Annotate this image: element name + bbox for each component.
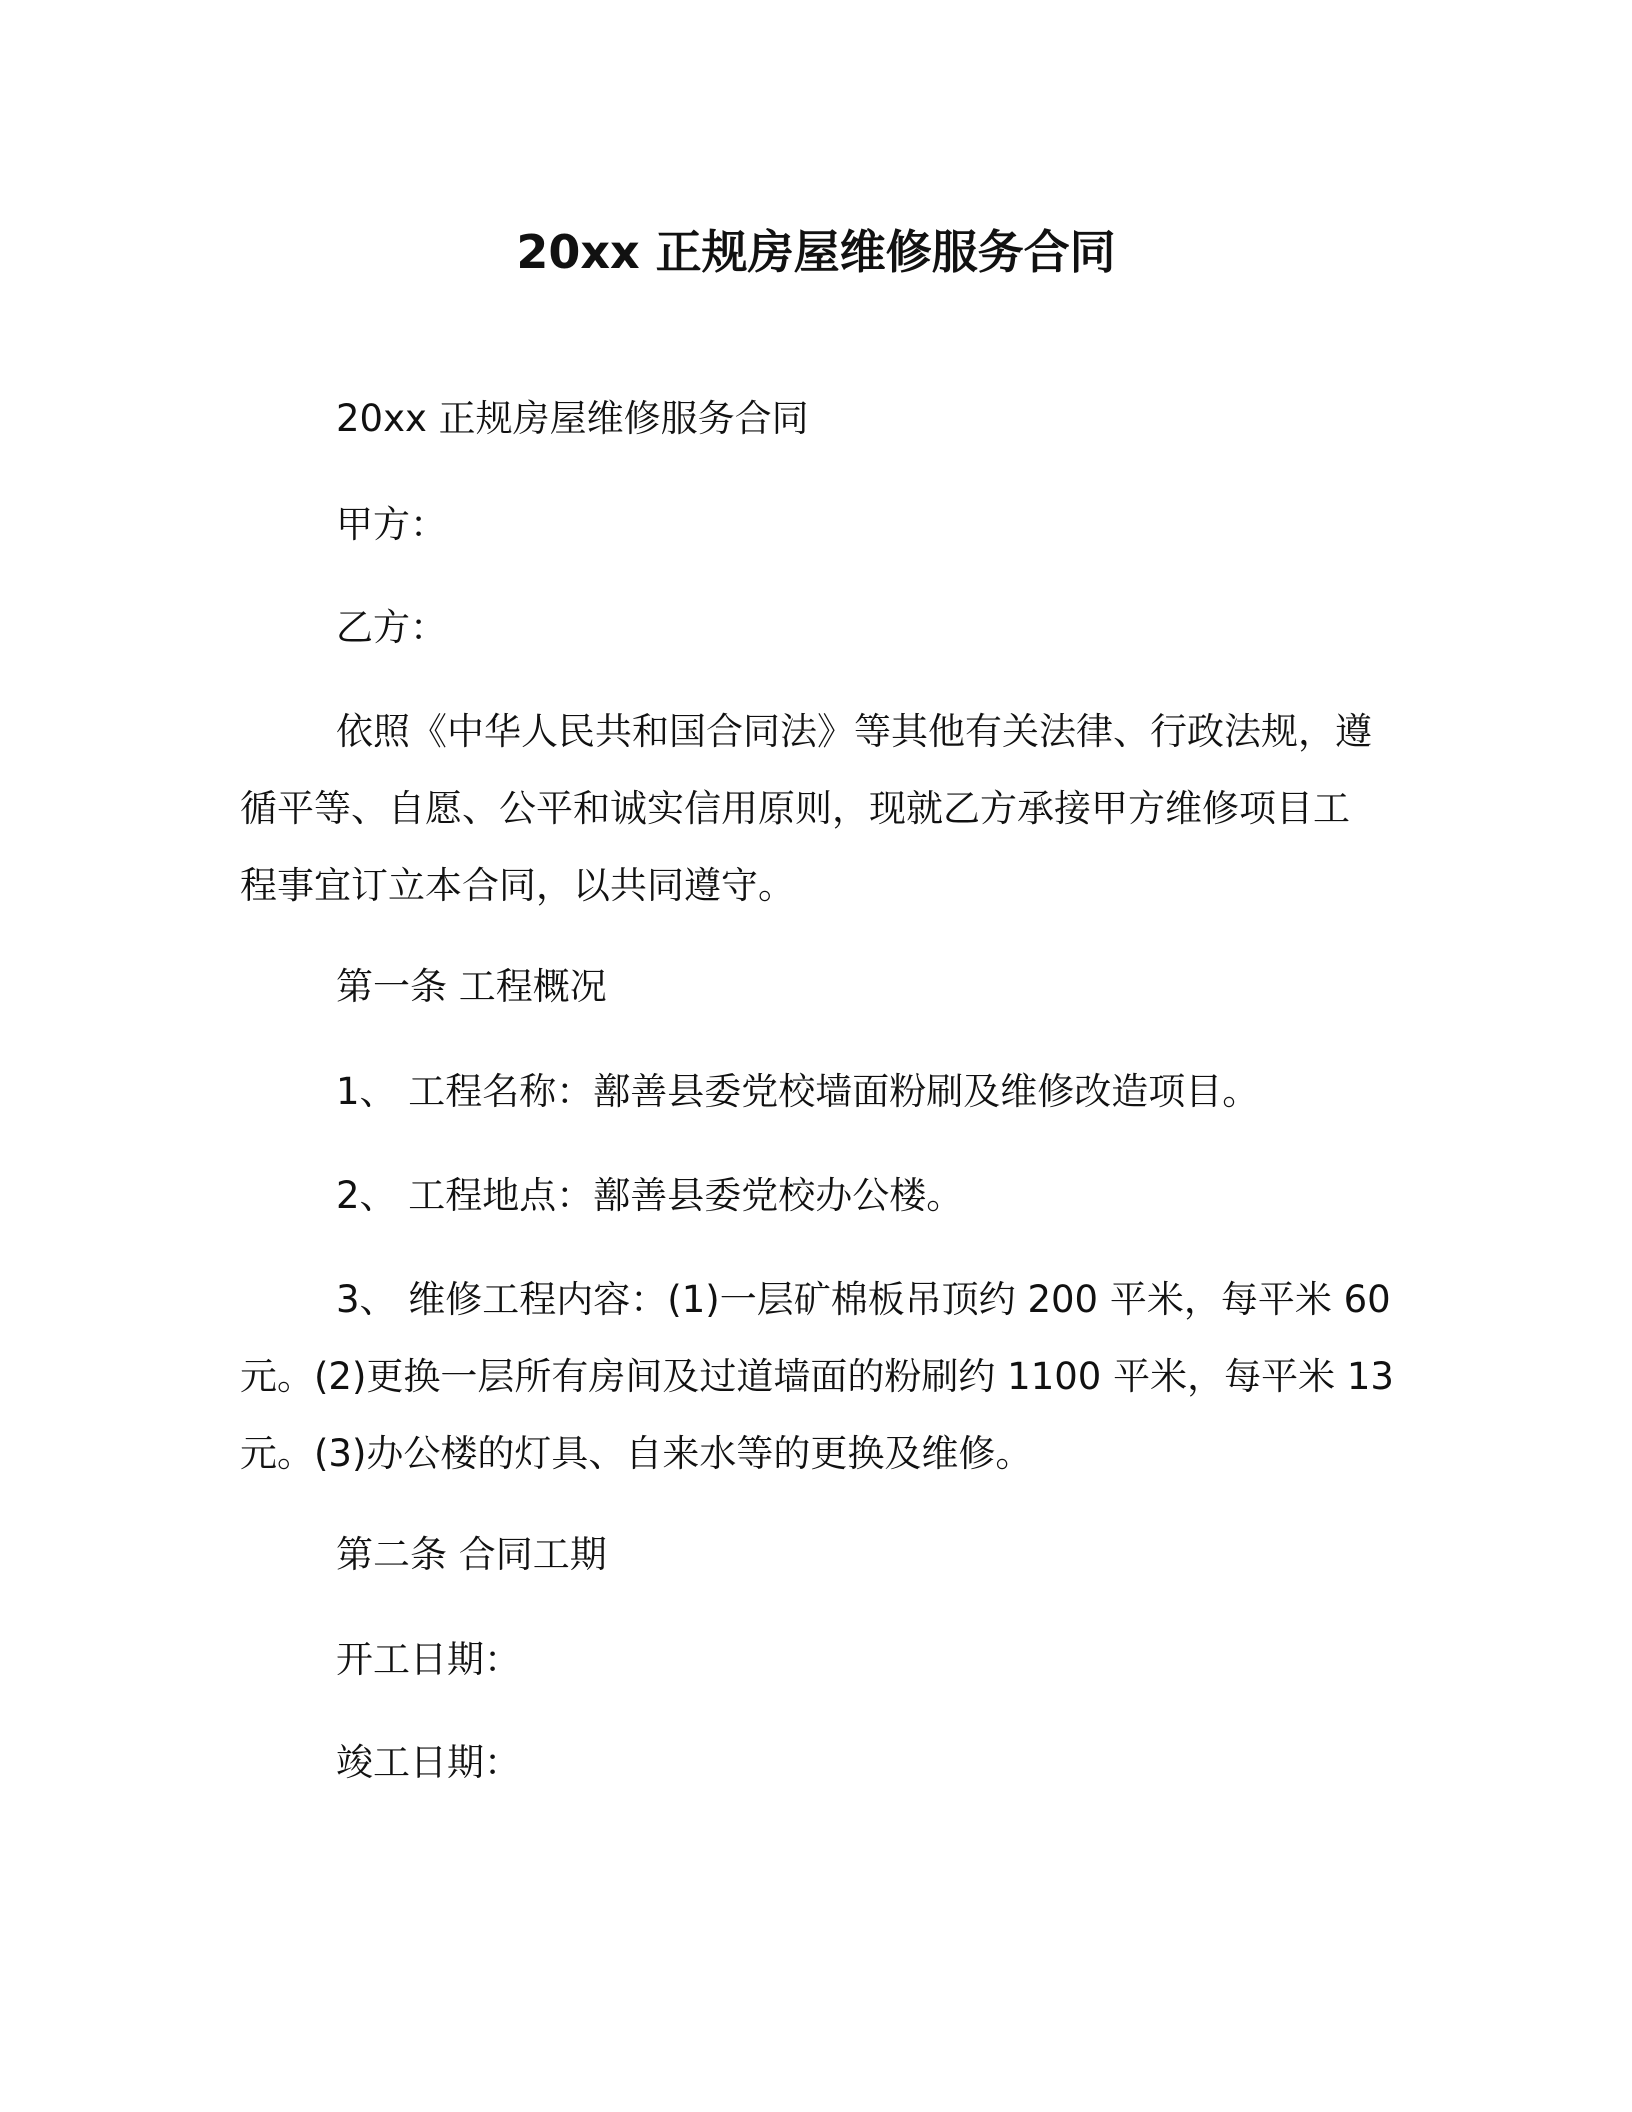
item-2: 2、 工程地点：鄯善县委党校办公楼。 [336,1174,964,1217]
start-date-label: 开工日期： [336,1638,521,1681]
item-3-line-1: 3、 维修工程内容：(1)一层矿棉板吊顶约 200 平米，每平米 60 [336,1278,1391,1321]
item-3-line-2: 元。(2)更换一层所有房间及过道墙面的粉刷约 1100 平米，每平米 13 [240,1355,1394,1398]
intro-line-3: 程事宜订立本合同，以共同遵守。 [240,864,795,907]
document-title: 20xx 正规房屋维修服务合同 [516,225,1116,279]
party-a-label: 甲方： [336,503,447,546]
article-1-heading: 第一条 工程概况 [336,965,607,1008]
end-date-label: 竣工日期： [336,1741,521,1784]
article-2-heading: 第二条 合同工期 [336,1533,607,1576]
item-3-line-3: 元。(3)办公楼的灯具、自来水等的更换及维修。 [240,1432,1033,1475]
party-b-label: 乙方： [336,606,447,649]
intro-line-1: 依照《中华人民共和国合同法》等其他有关法律、行政法规，遵 [336,710,1372,753]
intro-line-2: 循平等、自愿、公平和诚实信用原则，现就乙方承接甲方维修项目工 [240,787,1350,830]
subtitle: 20xx 正规房屋维修服务合同 [336,397,809,440]
item-1: 1、 工程名称：鄯善县委党校墙面粉刷及维修改造项目。 [336,1070,1260,1113]
